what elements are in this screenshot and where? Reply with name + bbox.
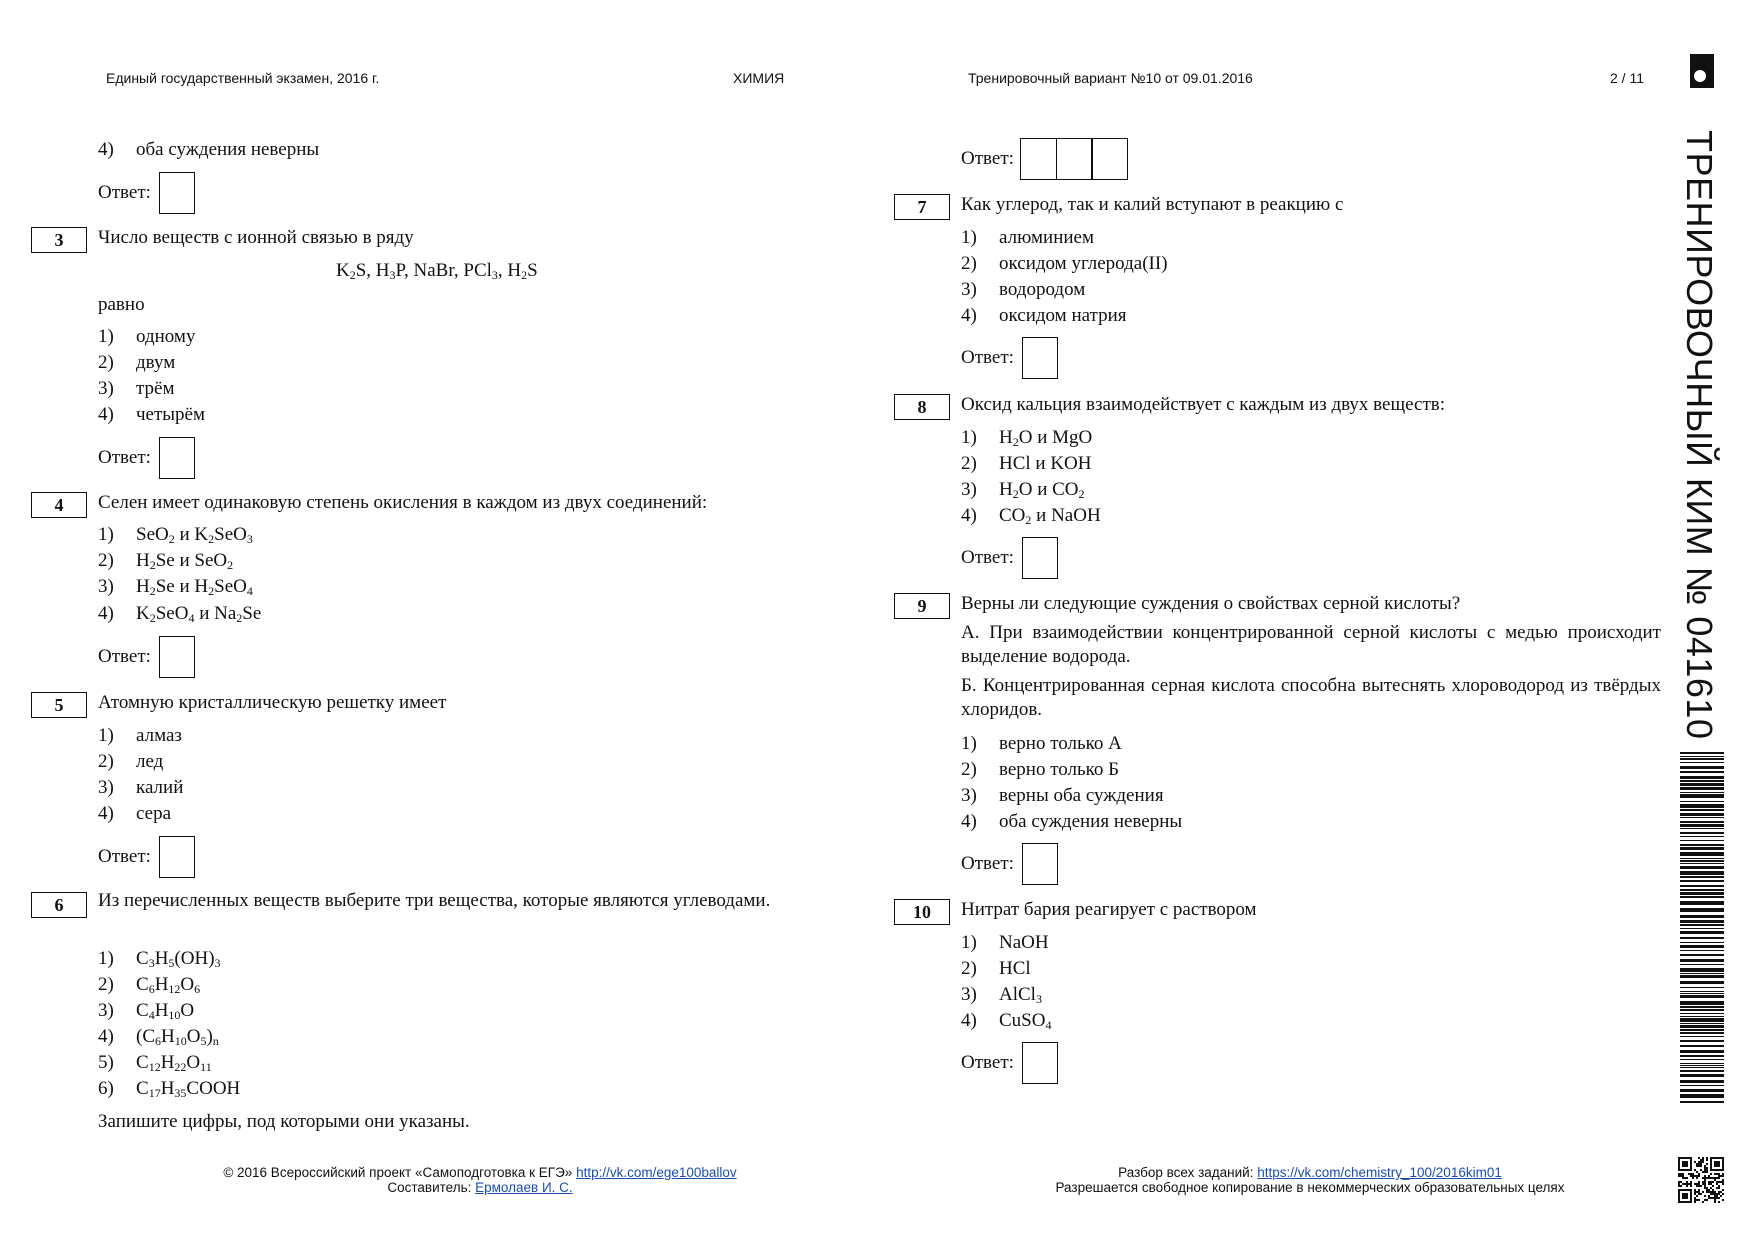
q8-option-2: 2) HCl и KOH [961,453,1092,474]
question-7-text: Как углерод, так и калий вступают в реакцию с [961,194,1344,215]
question-4-text: Селен имеет одинаковую степень окисления в каждом из двух соединений: [98,492,708,513]
q8-option-4: 4) $CO_2$ и NaOH [961,505,1101,527]
question-number-4: 4 [31,492,87,518]
answer-box-4[interactable] [159,636,195,678]
question-3-after: равно [98,294,145,315]
q9-option-3: 3) верны оба суждения [961,785,1164,806]
answer-box-5[interactable] [159,836,195,878]
question-10-text: Нитрат бария реагирует с раствором [961,899,1257,920]
answer-label: Ответ: [961,148,1014,169]
q6-option-2: 2) $C_6H_{12}O_6$ [98,974,201,996]
question-number-8: 8 [894,394,950,420]
answer-row-3 [98,437,195,479]
answer-row-5 [98,836,195,878]
q4-option-2: 2) $H_2Se$ и SeO$_2$ [98,550,234,572]
question-9-text: Верны ли следующие суждения о свойствах серной кислоты? [961,593,1461,614]
q10-option-4: 4) CuSO$_4$ [961,1010,1052,1032]
footer-solutions-link[interactable]: https://vk.com/chemistry_100/2016kim01 [1257,1165,1502,1180]
q4-option-1: 1) SeO$_2$ и $K_2SeO_3$ [98,524,253,546]
q7-option-2: 2) оксидом углерода(II) [961,253,1168,274]
header-page: 2 / 11 [1610,70,1644,86]
answer-row-7 [961,337,1058,379]
answer-row-9 [961,843,1058,885]
answer-box-8[interactable] [1022,537,1058,579]
answer-label: Ответ: [961,853,1014,874]
q9-option-2: 2) верно только Б [961,759,1120,780]
qr-code-icon [1678,1157,1724,1203]
answer-label: Ответ: [98,646,151,667]
q7-option-4: 4) оксидом натрия [961,305,1127,326]
footer-right: Разбор всех заданий: https://vk.com/chemistry_100/2016kim01 Разрешается свободное копирование в некоммерческих образовательных целях [1055,1165,1565,1195]
q3-option-1: 1) одному [98,326,196,347]
answer-label: Ответ: [961,547,1014,568]
q10-option-3: 3) AlCl$_3$ [961,984,1042,1006]
q3-option-4: 4) четырём [98,404,206,425]
header-subject: ХИМИЯ [733,70,785,86]
answer-row-6 [961,138,1128,180]
prev-option-4: 4) оба суждения неверны [98,139,320,160]
q4-option-3: 3) $H_2Se$ и $H_2SeO_4$ [98,576,253,598]
q6-option-3: 3) $C_4H_{10}O$ [98,1000,195,1022]
q5-option-1: 1) алмаз [98,725,182,746]
answer-label: Ответ: [98,447,151,468]
answer-row-4 [98,636,195,678]
answer-box-3[interactable] [159,437,195,479]
question-6-text: Из перечисленных веществ выберите три вещества, которые являются углеводами. [98,890,771,911]
question-number-7: 7 [894,194,950,220]
q5-option-3: 3) калий [98,777,184,798]
q5-option-2: 2) лед [98,751,164,772]
answer-label: Ответ: [98,182,151,203]
answer-box-9[interactable] [1022,843,1058,885]
answer-row-8 [961,537,1058,579]
q10-option-1: 1) NaOH [961,932,1049,953]
header-exam: Единый государственный экзамен, 2016 г. [106,70,380,86]
footer-left: © 2016 Всероссийский проект «Самоподготовка к ЕГЭ» http://vk.com/ege100ballov Составитель: Ермолаев И. С. [223,1165,737,1195]
barcode-icon [1680,752,1724,1104]
footer-author-link[interactable]: Ермолаев И. С. [475,1180,573,1195]
question-number-5: 5 [31,692,87,718]
question-5-text: Атомную кристаллическую решетку имеет [98,692,447,713]
question-number-10: 10 [894,899,950,925]
question-number-6: 6 [31,892,87,918]
answer-row-2 [98,172,195,214]
q3-option-3: 3) трём [98,378,175,399]
q3-option-2: 2) двум [98,352,176,373]
question-number-3: 3 [31,227,87,253]
question-6-instruction: Запишите цифры, под которыми они указаны. [98,1111,470,1132]
q4-option-4: 4) $K_2SeO_4$ и $Na_2Se$ [98,603,262,625]
q6-option-4: 4) $(C_6H_{10}O_5)_n$ [98,1026,219,1048]
question-8-text: Оксид кальция взаимодействует с каждым из двух веществ: [961,394,1445,415]
answer-box-2[interactable] [159,172,195,214]
corner-mark-icon [1690,54,1714,88]
side-title: ТРЕНИРОВОЧНЫЙ КИМ № 041610 [1679,130,1720,740]
q7-option-3: 3) водородом [961,279,1086,300]
q6-option-6: 6) $C_{17}H_{35}COOH$ [98,1078,241,1100]
question-9-statement-b: Б. Концентрированная серная кислота способна вытеснять хлороводород из твёрдых хлоридов. [961,675,1661,720]
q6-option-1: 1) $C_3H_5(OH)_3$ [98,948,221,970]
question-number-9: 9 [894,593,950,619]
header-variant: Тренировочный вариант №10 от 09.01.2016 [968,70,1253,86]
answer-box-6[interactable] [1022,138,1129,180]
answer-label: Ответ: [961,347,1014,368]
question-9-statement-a: А. При взаимодействии концентрированной серной кислоты с медью происходит выделение водорода. [961,622,1661,667]
answer-row-10 [961,1042,1058,1084]
q8-option-1: 1) $H_2O$ и MgO [961,427,1093,449]
footer-project-link[interactable]: http://vk.com/ege100ballov [576,1165,737,1180]
q6-option-5: 5) $C_{12}H_{22}O_{11}$ [98,1052,212,1074]
question-3-text: Число веществ с ионной связью в ряду [98,227,414,248]
q9-option-4: 4) оба суждения неверны [961,811,1183,832]
q8-option-3: 3) $H_2O$ и $CO_2$ [961,479,1085,501]
q5-option-4: 4) сера [98,803,172,824]
q10-option-2: 2) HCl [961,958,1031,979]
q9-option-1: 1) верно только А [961,733,1122,754]
answer-box-10[interactable] [1022,1042,1058,1084]
answer-box-7[interactable] [1022,337,1058,379]
answer-label: Ответ: [98,846,151,867]
question-3-formula: $K_2S$, $H_3P$, NaBr, PCl$_3$, $H_2S$ [336,260,538,282]
q7-option-1: 1) алюминием [961,227,1095,248]
answer-label: Ответ: [961,1052,1014,1073]
